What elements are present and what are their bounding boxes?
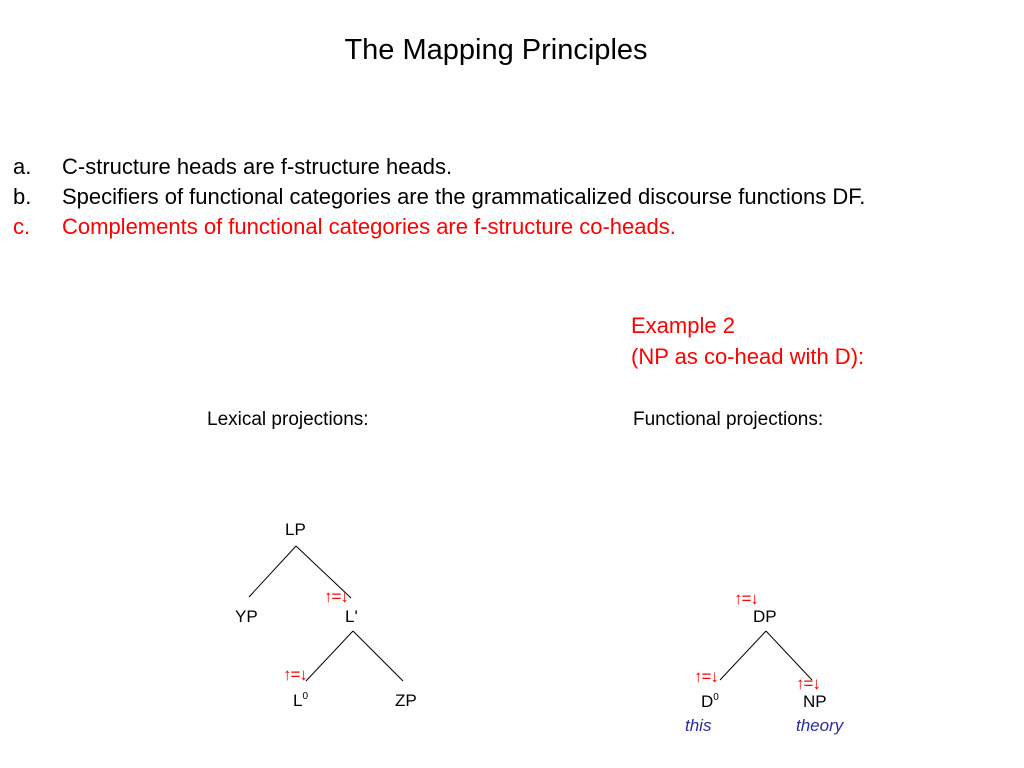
node-zp: ZP (395, 691, 417, 710)
lexical-heading: Lexical projections: (207, 409, 369, 430)
gloss-theory: theory (796, 716, 844, 735)
page-title: The Mapping Principles (344, 34, 648, 66)
principle-a-marker: a. (13, 154, 32, 179)
node-d0-sup: 0 (713, 692, 719, 703)
example-description: (NP as co-head with D): (631, 344, 865, 369)
principle-b-marker: b. (13, 184, 32, 209)
node-dp: DP (753, 607, 777, 626)
branch-dp-d0 (720, 631, 766, 680)
principle-b-text: Specifiers of functional categories are the grammaticalized discourse functions DF. (62, 184, 866, 209)
node-l0-base: L (293, 691, 303, 710)
principle-a-text: C-structure heads are f-structure heads. (62, 154, 453, 179)
annotation-np: ↑=↓ (796, 674, 820, 693)
node-yp: YP (235, 607, 258, 626)
node-l0-sup: 0 (302, 691, 309, 702)
node-d0-base: D (701, 692, 714, 711)
gloss-this: this (685, 716, 712, 735)
annotation-d0: ↑=↓ (694, 667, 718, 686)
functional-heading: Functional projections: (633, 409, 824, 430)
node-lbar: L' (345, 607, 358, 626)
node-np: NP (803, 692, 827, 711)
annotation-l0: ↑=↓ (283, 665, 307, 684)
branch-lp-yp (249, 546, 296, 597)
annotation-lbar: ↑=↓ (324, 587, 348, 606)
node-d0 (701, 692, 719, 712)
principle-c-marker: c. (13, 214, 31, 239)
principle-c-text: Complements of functional categories are f-structure co-heads. (62, 214, 676, 239)
example-label: Example 2 (631, 313, 735, 338)
branch-lbar-l0 (306, 631, 353, 681)
node-lp: LP (285, 520, 306, 539)
branch-lbar-zp (353, 631, 403, 681)
branch-dp-np (766, 631, 812, 680)
node-l0 (293, 691, 308, 711)
annotation-dp: ↑=↓ (734, 589, 758, 608)
